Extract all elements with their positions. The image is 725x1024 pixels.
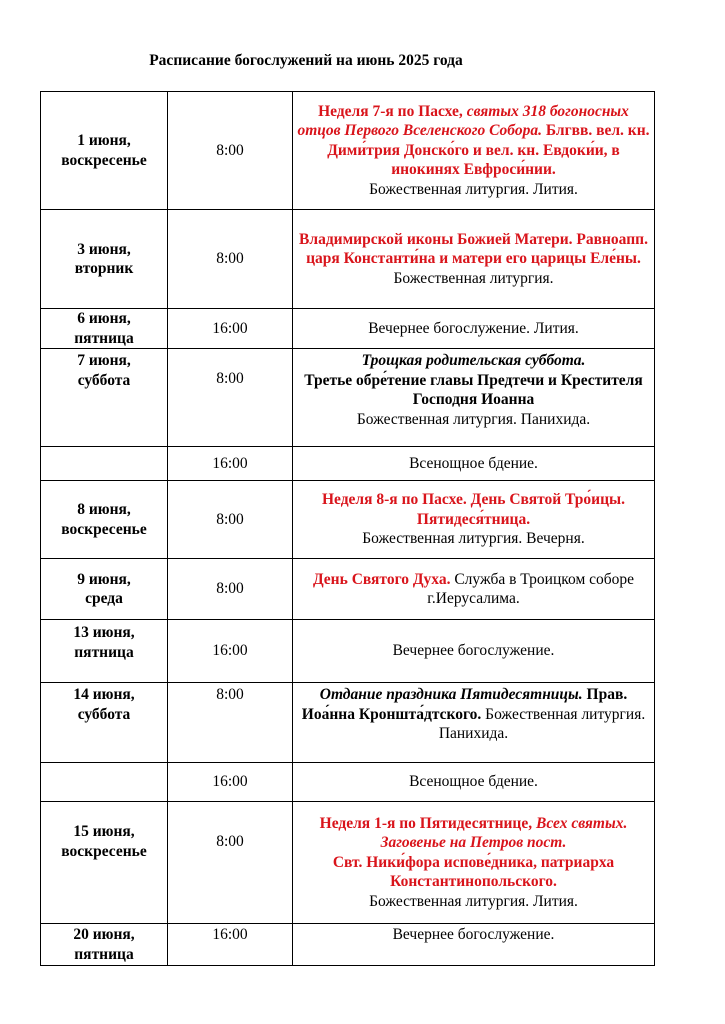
table-row — [41, 349, 655, 447]
service-description: Божественная литургия. Лития. — [369, 892, 578, 910]
feast-title: Владимирской иконы Божией Матери. Равноапп. царя Константи́на и матери его царицы Еле́ны. — [299, 230, 648, 268]
service-description: Божественная литургия. Вечерня. — [362, 530, 585, 548]
date-cell — [41, 481, 168, 559]
time-cell: 16:00 — [168, 924, 293, 966]
time-cell — [168, 349, 293, 447]
date-weekday: воскресенье — [61, 520, 147, 538]
table-row — [41, 763, 655, 802]
date-cell — [41, 620, 168, 683]
table-row — [41, 309, 655, 349]
service-description: Божественная литургия. Панихида. — [438, 705, 646, 742]
feast-title: Отдание праздника Пятидесятницы. — [319, 686, 583, 703]
time-cell: 8:00 — [168, 481, 293, 559]
feast-commemoration: Свт. Ники́фора испове́дника, патриарха Константинопольского. — [332, 853, 615, 891]
time-value: 8:00 — [216, 833, 244, 850]
table-row — [41, 924, 655, 966]
table-row — [41, 447, 655, 481]
date-cell — [41, 447, 168, 481]
time-value: 8:00 — [216, 370, 244, 387]
date-day: 15 июня, — [73, 823, 135, 840]
time-cell: 8:00 — [168, 559, 293, 620]
time-cell: 16:00 — [168, 447, 293, 481]
event-cell — [293, 683, 655, 763]
date-weekday: вторник — [74, 260, 134, 277]
date-cell — [41, 683, 168, 763]
table-row — [41, 210, 655, 309]
feast-title: Неделя 1-я по Пятидесятнице, — [319, 814, 536, 832]
service-description: Божественная литургия. Панихида. — [356, 410, 591, 428]
date-day: 8 июня, — [77, 501, 131, 518]
service-description: Служба в Троицком соборе г.Иерусалима. — [427, 570, 635, 607]
feast-saints: святых 318 богоносных отцов Первого Вселенского Собора. — [297, 102, 629, 140]
time-cell: 8:00 — [168, 683, 293, 763]
date-day: 13 июня, — [73, 624, 135, 641]
date-day: 6 июня, — [77, 310, 131, 327]
date-day: 1 июня, — [77, 132, 131, 149]
date-day: 14 июня, — [73, 686, 135, 703]
date-weekday: пятница — [74, 329, 134, 347]
date-weekday: воскресенье — [61, 151, 147, 169]
time-cell: 16:00 — [168, 620, 293, 683]
event-cell — [293, 349, 655, 447]
time-cell: 16:00 — [168, 309, 293, 349]
table-row — [41, 683, 655, 763]
table-row — [41, 481, 655, 559]
date-cell — [41, 802, 168, 924]
date-weekday: среда — [85, 590, 123, 607]
time-cell: 8:00 — [168, 92, 293, 210]
date-cell — [41, 309, 168, 349]
feast-commemoration: Третье обре́тение главы Предтечи и Крестителя Господня Иоанна — [304, 371, 643, 408]
table-row — [41, 559, 655, 620]
event-cell: Вечернее богослужение. — [293, 924, 655, 966]
feast-saints: Всех святых. Заговенье на Петров пост. — [380, 814, 628, 852]
date-cell — [41, 210, 168, 309]
feast-commemoration: Прав. Иоа́нна Кроншта́дтского. — [301, 686, 628, 723]
date-weekday: суббота — [77, 371, 131, 389]
feast-commemoration: Блгвв. вел. кн. Дими́трия Донско́го и вел. кн. Евдоки́и, в инокинях Евфроси́нии. — [327, 122, 650, 179]
event-cell — [293, 210, 655, 309]
date-day: 20 июня, — [73, 926, 135, 943]
table-row — [41, 620, 655, 683]
date-cell — [41, 349, 168, 447]
date-cell — [41, 924, 168, 966]
feast-title: Неделя 7-я по Пасхе, — [318, 102, 467, 120]
date-day: 3 июня, — [77, 240, 131, 258]
date-cell — [41, 763, 168, 802]
time-cell — [168, 802, 293, 924]
page-title: Расписание богослужений на июнь 2025 года — [149, 52, 463, 69]
feast-title: День Святого Духа. — [312, 570, 451, 588]
date-weekday: пятница — [74, 643, 134, 661]
date-weekday: пятница — [74, 945, 134, 963]
table-row — [41, 802, 655, 924]
event-cell — [293, 92, 655, 210]
date-weekday: воскресенье — [61, 842, 147, 860]
date-day: 9 июня, — [77, 570, 131, 588]
schedule-table — [40, 91, 655, 966]
event-cell: Всенощное бдение. — [293, 763, 655, 802]
date-weekday: суббота — [77, 705, 131, 723]
service-description: Божественная литургия. — [393, 269, 554, 287]
event-cell — [293, 559, 655, 620]
event-cell — [293, 481, 655, 559]
date-day: 7 июня, — [77, 352, 131, 369]
event-cell — [293, 802, 655, 924]
time-cell: 16:00 — [168, 763, 293, 802]
service-description: Божественная литургия. Лития. — [369, 180, 578, 198]
date-cell — [41, 92, 168, 210]
event-cell: Всенощное бдение. — [293, 447, 655, 481]
feast-title: Трощкая родительская суббота. — [361, 352, 586, 369]
table-row — [41, 92, 655, 210]
date-cell — [41, 559, 168, 620]
time-cell: 8:00 — [168, 210, 293, 309]
feast-title: Неделя 8-я по Пасхе. День Святой Тро́ицы. Пятидеся́тница. — [321, 491, 625, 528]
event-cell: Вечернее богослужение. — [293, 620, 655, 683]
event-cell: Вечернее богослужение. Лития. — [293, 309, 655, 349]
